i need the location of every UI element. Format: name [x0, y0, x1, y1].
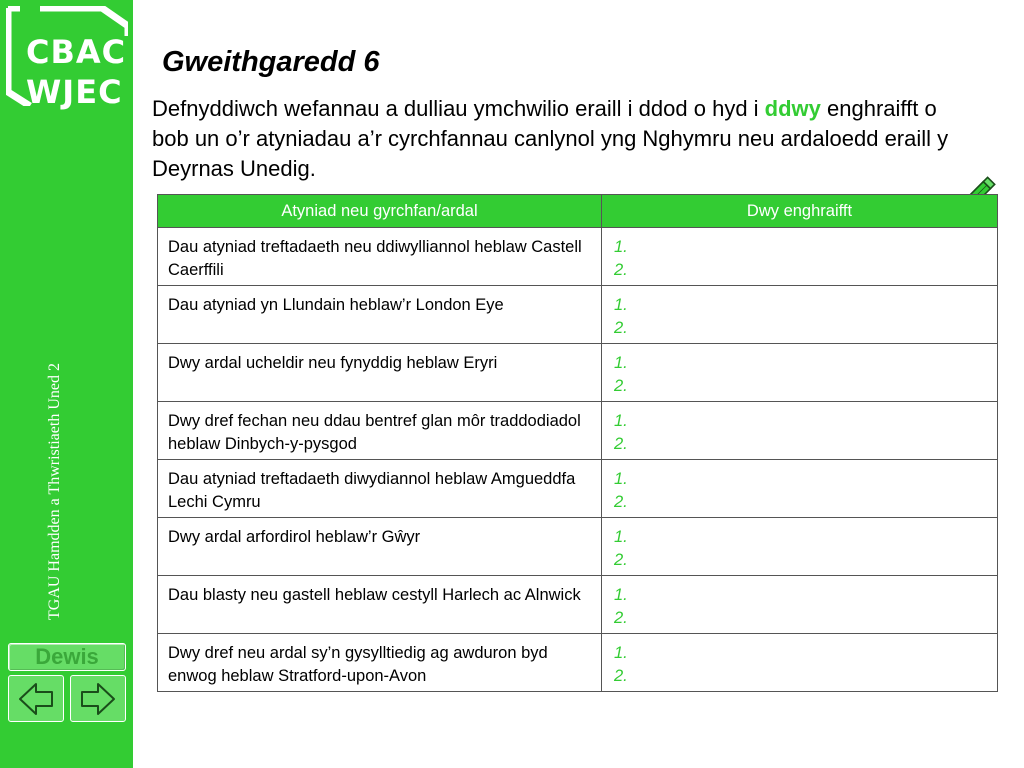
answer-number-1: 1.: [614, 296, 628, 314]
dewis-button[interactable]: Dewis: [8, 643, 126, 671]
answer-number-2: 2.: [614, 551, 628, 569]
table-row: [158, 460, 998, 518]
answer-cell[interactable]: [602, 460, 998, 518]
answer-number-1: 1.: [614, 644, 628, 662]
previous-slide-button[interactable]: [8, 675, 64, 722]
row-task: Dau atyniad treftadaeth diwydiannol heblaw Amgueddfa Lechi Cymru: [158, 460, 602, 518]
instructions: [152, 94, 952, 184]
answer-number-1: 1.: [614, 238, 628, 256]
row-task: Dwy dref fechan neu ddau bentref glan môr traddodiadol heblaw Dinbych-y-pysgod: [158, 402, 602, 460]
arrow-left-icon: [16, 681, 56, 717]
answer-number-1: 1.: [614, 586, 628, 604]
instructions-highlight: ddwy: [764, 96, 821, 121]
table-row: [158, 518, 998, 576]
course-caption: TGAU Hamdden a Thwristiaeth Uned 2: [46, 363, 63, 620]
table-row: [158, 576, 998, 634]
answer-cell[interactable]: [602, 344, 998, 402]
answer-cell[interactable]: [602, 286, 998, 344]
arrow-right-icon: [78, 681, 118, 717]
answer-number-2: 2.: [614, 493, 628, 511]
answer-number-2: 2.: [614, 435, 628, 453]
answer-number-2: 2.: [614, 261, 628, 279]
row-task: Dwy ardal arfordirol heblaw’r Gŵyr: [158, 518, 602, 576]
answer-number-1: 1.: [614, 412, 628, 430]
activity-table: [157, 194, 998, 692]
table-header-row: [158, 195, 998, 228]
answer-number-1: 1.: [614, 470, 628, 488]
answer-number-2: 2.: [614, 609, 628, 627]
table-row: [158, 344, 998, 402]
table-row: [158, 228, 998, 286]
row-task: Dau blasty neu gastell heblaw cestyll Harlech ac Alnwick: [158, 576, 602, 634]
answer-cell[interactable]: [602, 402, 998, 460]
row-task: Dwy ardal ucheldir neu fynyddig heblaw Eryri: [158, 344, 602, 402]
page-title: Gweithgaredd 6: [162, 46, 380, 78]
instructions-text-start: Defnyddiwch wefannau a dulliau ymchwilio eraill i ddod o hyd i: [152, 96, 765, 121]
logo-text-wjec: WJEC: [26, 73, 123, 111]
row-task: Dwy dref neu ardal sy’n gysylltiedig ag awduron byd enwog heblaw Stratford-upon-Avon: [158, 634, 602, 692]
cbac-wjec-logo: [6, 6, 128, 111]
row-task: Dau atyniad yn Llundain heblaw’r London Eye: [158, 286, 602, 344]
sidebar: [0, 0, 133, 768]
answer-cell[interactable]: [602, 576, 998, 634]
column-header-attraction: Atyniad neu gyrchfan/ardal: [158, 195, 602, 228]
answer-number-2: 2.: [614, 319, 628, 337]
table-row: [158, 286, 998, 344]
answer-number-1: 1.: [614, 354, 628, 372]
table-row: [158, 402, 998, 460]
answer-cell[interactable]: [602, 228, 998, 286]
answer-number-2: 2.: [614, 377, 628, 395]
logo-text-cbac: CBAC: [26, 33, 127, 71]
answer-cell[interactable]: [602, 518, 998, 576]
instructions-text-end: enghraifft o bob un o’r atyniadau a’r cyrchfannau canlynol yng Nghymru neu ardaloedd eraill y Deyrnas Unedig.: [152, 96, 949, 181]
row-task: Dau atyniad treftadaeth neu ddiwylliannol heblaw Castell Caerffili: [158, 228, 602, 286]
answer-cell[interactable]: [602, 634, 998, 692]
answer-number-2: 2.: [614, 667, 628, 685]
table-row: [158, 634, 998, 692]
column-header-examples: Dwy enghraifft: [602, 195, 998, 228]
next-slide-button[interactable]: [70, 675, 126, 722]
answer-number-1: 1.: [614, 528, 628, 546]
